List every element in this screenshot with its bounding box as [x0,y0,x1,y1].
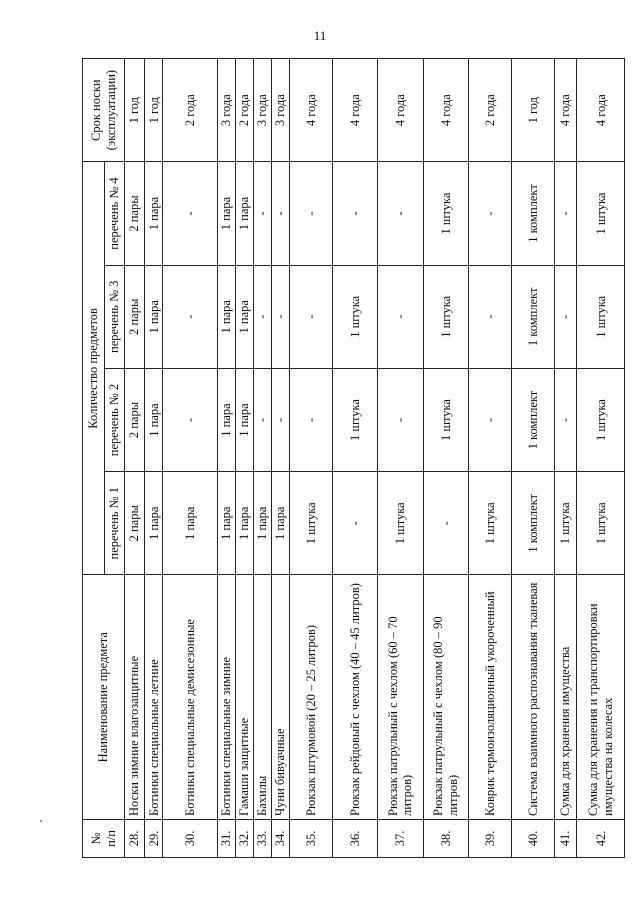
row-list3-cell: - [468,265,511,368]
row-list2-cell: 1 штука [333,368,378,471]
row-list4-cell: - [253,162,271,265]
row-name-cell: Ботинки специальные летние [145,575,163,820]
table-row [333,59,378,858]
row-num-cell: 33. [253,819,271,857]
row-term-cell: 4 года [290,59,333,162]
row-list2-cell: - [468,368,511,471]
table-row [253,59,271,858]
row-list3-cell: 1 штука [423,265,468,368]
table-row [145,59,163,858]
table-row [125,59,145,858]
row-list1-cell: 2 пары [125,472,145,575]
row-name-cell: Гамаши защитные [235,575,253,820]
scan-artifact [40,820,42,822]
row-list1-cell: 1 пара [217,472,235,575]
row-list4-cell: - [290,162,333,265]
row-term-cell: 4 года [423,59,468,162]
row-term-cell: 2 года [235,59,253,162]
table-row [163,59,217,858]
row-list1-cell: 1 штука [378,472,423,575]
row-list4-cell: 1 штука [423,162,468,265]
row-list3-cell: 1 пара [235,265,253,368]
row-num-cell: 38. [423,819,468,857]
row-term-cell: 2 года [163,59,217,162]
row-list4-cell: 1 пара [217,162,235,265]
row-term-cell: 1 год [145,59,163,162]
row-list4-cell: - [554,162,577,265]
row-list3-cell: - [253,265,271,368]
row-list3-cell: 1 комплект [511,265,554,368]
row-term-cell: 4 года [333,59,378,162]
rotated-table-container [82,58,625,858]
row-name-cell: Носки зимние влагозащитные [125,575,145,820]
row-list1-cell: 1 пара [272,472,290,575]
row-num-cell: 36. [333,819,378,857]
row-list3-cell: - [378,265,423,368]
row-list4-cell: - [468,162,511,265]
row-list3-cell: 1 пара [145,265,163,368]
row-term-cell: 3 года [272,59,290,162]
header-term [83,59,125,162]
row-list1-cell: 1 штука [468,472,511,575]
table-body [125,59,625,858]
row-list2-cell: - [554,368,577,471]
row-list3-cell: 2 пары [125,265,145,368]
row-list4-cell: - [333,162,378,265]
row-name-cell: Коврик термоизоляционный укороченный [468,575,511,820]
row-list1-cell: 1 пара [235,472,253,575]
row-num-cell: 42. [577,819,625,857]
items-table [82,58,625,858]
row-list1-cell: - [333,472,378,575]
row-term-cell: 4 года [378,59,423,162]
table-row [217,59,235,858]
row-list2-cell: 1 штука [423,368,468,471]
row-num-cell: 31. [217,819,235,857]
header-row-1 [83,59,105,858]
table-row [378,59,423,858]
header-term-line1: Срок носки [89,79,104,141]
row-name-cell: Рюкзак штурмовой (20 – 25 литров) [290,575,333,820]
row-num-cell: 40. [511,819,554,857]
row-name-cell: Система взаимного распознавания тканевая [511,575,554,820]
row-list2-cell: - [163,368,217,471]
row-list2-cell: - [378,368,423,471]
row-num-cell: 35. [290,819,333,857]
table-row [290,59,333,858]
row-list4-cell: - [272,162,290,265]
table-row [423,59,468,858]
row-term-cell: 1 год [511,59,554,162]
row-term-cell: 3 года [217,59,235,162]
row-num-cell: 41. [554,819,577,857]
header-num-line2: п/п [103,830,118,847]
row-list4-cell: 1 пара [145,162,163,265]
page-number: 11 [313,28,327,43]
row-list1-cell: 1 пара [145,472,163,575]
row-list2-cell: 1 пара [145,368,163,471]
header-list-2: перечень № 2 [105,368,125,471]
header-term-line2: (эксплуатации) [103,69,118,151]
row-name-cell: Бахилы [253,575,271,820]
row-name-cell: Чуни бивуачные [272,575,290,820]
row-list3-cell: - [290,265,333,368]
row-list1-cell: - [423,472,468,575]
row-list1-cell: 1 пара [163,472,217,575]
row-list3-cell: 1 штука [333,265,378,368]
table-row [577,59,625,858]
row-name-cell: Сумка для хранения и транспортировки имущества на колесах [577,575,625,820]
row-name-cell: Рюкзак рейдовый с чехлом (40 – 45 литров) [333,575,378,820]
row-list2-cell: 2 пары [125,368,145,471]
header-list-4: перечень № 4 [105,162,125,265]
row-term-cell: 1 год [125,59,145,162]
row-list3-cell: - [163,265,217,368]
row-list1-cell: 1 штука [577,472,625,575]
table-row [554,59,577,858]
row-list4-cell: 1 штука [577,162,625,265]
row-list4-cell: - [163,162,217,265]
row-name-cell: Сумка для хранения имущества [554,575,577,820]
row-list1-cell: 1 штука [554,472,577,575]
header-name: Наименование предмета [83,575,125,820]
row-term-cell: 3 года [253,59,271,162]
header-list-3: перечень № 3 [105,265,125,368]
row-list2-cell: 1 штука [577,368,625,471]
row-list3-cell: 1 пара [217,265,235,368]
row-list1-cell: 1 пара [253,472,271,575]
row-list2-cell: 1 пара [235,368,253,471]
row-list2-cell: 1 пара [217,368,235,471]
row-list1-cell: 1 комплект [511,472,554,575]
row-list2-cell: 1 комплект [511,368,554,471]
header-num-line1: № [89,832,104,845]
row-list4-cell: 1 комплект [511,162,554,265]
row-num-cell: 39. [468,819,511,857]
row-num-cell: 29. [145,819,163,857]
header-num [83,819,125,857]
table-row [468,59,511,858]
row-num-cell: 34. [272,819,290,857]
row-num-cell: 32. [235,819,253,857]
row-list1-cell: 1 штука [290,472,333,575]
row-term-cell: 2 года [468,59,511,162]
row-num-cell: 28. [125,819,145,857]
row-name-cell: Рюкзак патрульный с чехлом (60 – 70 литров) [378,575,423,820]
row-list4-cell: - [378,162,423,265]
row-list2-cell: - [290,368,333,471]
row-name-cell: Рюкзак патрульный с чехлом (80 – 90 литров) [423,575,468,820]
header-list-1: перечень № 1 [105,472,125,575]
table-row [235,59,253,858]
row-list3-cell: 1 штука [577,265,625,368]
row-num-cell: 37. [378,819,423,857]
table-row [511,59,554,858]
row-name-cell: Ботинки специальные зимние [217,575,235,820]
row-term-cell: 4 года [577,59,625,162]
row-term-cell: 4 года [554,59,577,162]
row-list4-cell: 1 пара [235,162,253,265]
row-list2-cell: - [272,368,290,471]
table-row [272,59,290,858]
row-list3-cell: - [554,265,577,368]
row-list3-cell: - [272,265,290,368]
row-num-cell: 30. [163,819,217,857]
row-list2-cell: - [253,368,271,471]
row-name-cell: Ботинки специальные демисезонные [163,575,217,820]
row-list4-cell: 2 пары [125,162,145,265]
header-quantity: Количество предметов [83,162,105,575]
